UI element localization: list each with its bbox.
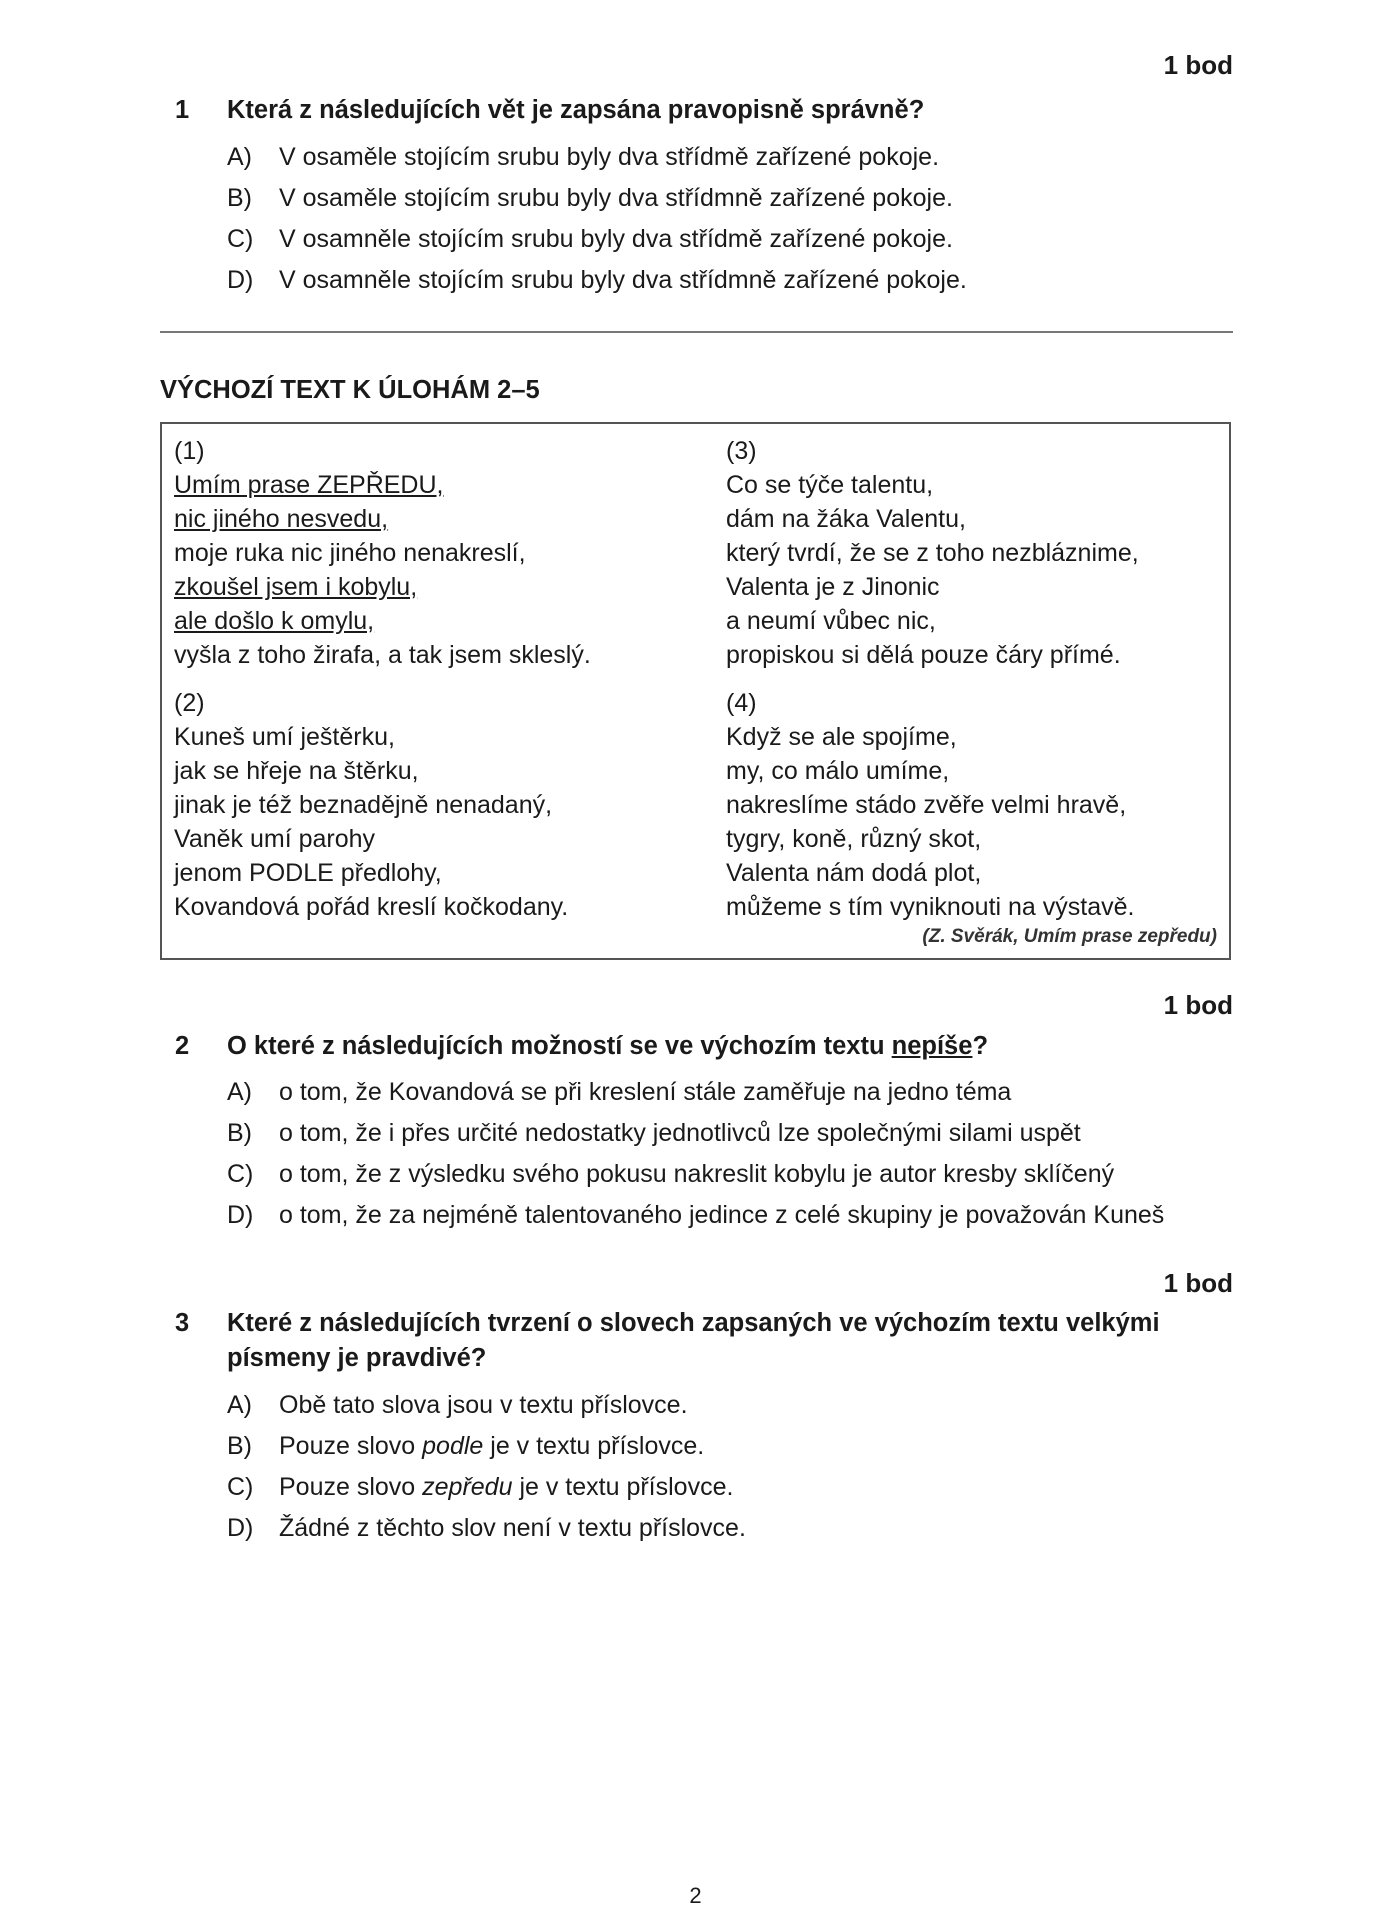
option-letter: C) — [227, 1473, 254, 1501]
q3-option-b[interactable] — [227, 1426, 1233, 1467]
q2-option-d[interactable] — [227, 1195, 1233, 1236]
option-text — [279, 1432, 704, 1460]
q2-option-c[interactable] — [227, 1154, 1233, 1195]
stanza-number: (3) — [726, 437, 757, 465]
q2-number: 2 — [175, 1032, 190, 1060]
poem-line: jak se hřeje na štěrku, — [174, 757, 419, 785]
option-letter: D) — [227, 1201, 254, 1229]
poem-line: nic jiného nesvedu, — [174, 505, 389, 533]
q1-number: 1 — [175, 96, 190, 124]
q3-question: Které z následujících tvrzení o slovech zapsaných ve výchozím textu velkými písmeny je pravdivé? — [227, 1309, 1160, 1372]
poem-line: nakreslíme stádo zvěře velmi hravě, — [726, 791, 1127, 819]
option-text: V osamněle stojícím srubu byly dva střídmně zařízené pokoje. — [279, 266, 967, 294]
q1-option-a[interactable] — [227, 137, 1233, 178]
option-letter: A) — [227, 143, 252, 171]
q2-points: 1 bod — [1163, 990, 1233, 1020]
q3-option-a[interactable] — [227, 1385, 1233, 1426]
option-letter: A) — [227, 1078, 252, 1106]
poem-line: a neumí vůbec nic, — [726, 607, 936, 635]
stanza-2 — [174, 686, 568, 924]
section-divider — [160, 331, 1233, 333]
poem-line: jinak je též beznadějně nenadaný, — [174, 791, 553, 819]
poem-line: Co se týče talentu, — [726, 471, 934, 499]
q1-points: 1 bod — [1163, 50, 1233, 80]
q2-options — [227, 1072, 1233, 1236]
option-text: V osamněle stojícím srubu byly dva střídmě zařízené pokoje. — [279, 225, 953, 253]
poem-line: jenom PODLE předlohy, — [174, 859, 442, 887]
stanza-number: (4) — [726, 689, 757, 717]
option-text — [279, 1473, 733, 1501]
option-letter: B) — [227, 1432, 252, 1460]
q1-options — [227, 137, 1233, 301]
poem-line: který tvrdí, že se z toho nezbláznime, — [726, 539, 1139, 567]
page-number: 2 — [689, 1883, 702, 1908]
option-text-italic: zepředu — [422, 1473, 513, 1501]
option-letter: D) — [227, 266, 254, 294]
q2-question — [227, 1029, 1193, 1064]
poem-line: Valenta nám dodá plot, — [726, 859, 982, 887]
poem-line: my, co málo umíme, — [726, 757, 950, 785]
q1-stem — [175, 93, 1193, 128]
option-text-italic: podle — [422, 1432, 484, 1460]
stanza-4 — [726, 686, 1134, 924]
option-text: o tom, že za nejméně talentovaného jedince z celé skupiny je považován Kuneš — [279, 1201, 1165, 1229]
option-text: V osaměle stojícím srubu byly dva střídmě zařízené pokoje. — [279, 143, 940, 171]
q3-options — [227, 1385, 1233, 1549]
stanza-number: (2) — [174, 689, 205, 717]
poem-line: ale došlo k omylu, — [174, 607, 375, 635]
q2-stem-emphasis: nepíše — [891, 1032, 973, 1060]
option-letter: D) — [227, 1514, 254, 1542]
poem-line: moje ruka nic jiného nenakreslí, — [174, 539, 526, 567]
q2-stem — [175, 1029, 1193, 1064]
option-letter: B) — [227, 184, 252, 212]
q3-stem — [175, 1306, 1193, 1376]
q2-stem-end: ? — [972, 1032, 989, 1060]
q3-option-c[interactable] — [227, 1467, 1233, 1508]
option-text: V osaměle stojícím srubu byly dva střídmně zařízené pokoje. — [279, 184, 953, 212]
q1-question: Která z následujících vět je zapsána pravopisně správně? — [227, 96, 925, 124]
source-text-box — [160, 422, 1231, 960]
poem-line: Když se ale spojíme, — [726, 723, 957, 751]
option-text-part: je v textu příslovce. — [483, 1432, 705, 1460]
option-letter: C) — [227, 1160, 254, 1188]
option-text-part: Pouze slovo — [279, 1473, 423, 1501]
q2-stem-text: O které z následujících možností se ve výchozím textu — [227, 1032, 892, 1060]
poem-line: propiskou si dělá pouze čáry přímé. — [726, 641, 1121, 669]
q3-option-d[interactable] — [227, 1508, 1233, 1549]
option-text-part: Pouze slovo — [279, 1432, 423, 1460]
poem-line: tygry, koně, různý skot, — [726, 825, 982, 853]
poem-line: Valenta je z Jinonic — [726, 573, 940, 601]
option-text-part: je v textu příslovce. — [512, 1473, 734, 1501]
poem-line: dám na žáka Valentu, — [726, 505, 966, 533]
source-title: VÝCHOZÍ TEXT K ÚLOHÁM 2–5 — [160, 376, 540, 404]
poem-line: Umím prase ZEPŘEDU, — [174, 471, 444, 499]
option-text: o tom, že Kovandová se při kreslení stále zaměřuje na jedno téma — [279, 1078, 1012, 1106]
option-text: Žádné z těchto slov není v textu příslovce. — [279, 1514, 746, 1542]
q1-option-d[interactable] — [227, 260, 1233, 301]
q1-option-c[interactable] — [227, 219, 1233, 260]
q1-option-b[interactable] — [227, 178, 1233, 219]
q2-option-b[interactable] — [227, 1113, 1233, 1154]
stanza-number: (1) — [174, 437, 205, 465]
q3-number: 3 — [175, 1309, 190, 1337]
option-letter: A) — [227, 1391, 252, 1419]
option-text: Obě tato slova jsou v textu příslovce. — [279, 1391, 688, 1419]
q3-points: 1 bod — [1163, 1268, 1233, 1298]
stanza-3 — [726, 434, 1139, 672]
poem-line: můžeme s tím vyniknouti na výstavě. — [726, 893, 1135, 921]
option-letter: B) — [227, 1119, 252, 1147]
option-text: o tom, že i přes určité nedostatky jednotlivců lze společnými silami uspět — [279, 1119, 1081, 1147]
poem-line: Kovandová pořád kreslí kočkodany. — [174, 893, 569, 921]
option-letter: C) — [227, 225, 254, 253]
poem-line: Kuneš umí ještěrku, — [174, 723, 395, 751]
poem-line: vyšla z toho žirafa, a tak jsem skleslý. — [174, 641, 591, 669]
option-text: o tom, že z výsledku svého pokusu nakreslit kobylu je autor kresby sklíčený — [279, 1160, 1115, 1188]
stanza-1 — [174, 434, 591, 672]
source-citation: (Z. Svěrák, Umím prase zepředu) — [922, 926, 1217, 947]
poem-line: zkoušel jsem i kobylu, — [174, 573, 418, 601]
q2-option-a[interactable] — [227, 1072, 1233, 1113]
poem-line: Vaněk umí parohy — [174, 825, 376, 853]
